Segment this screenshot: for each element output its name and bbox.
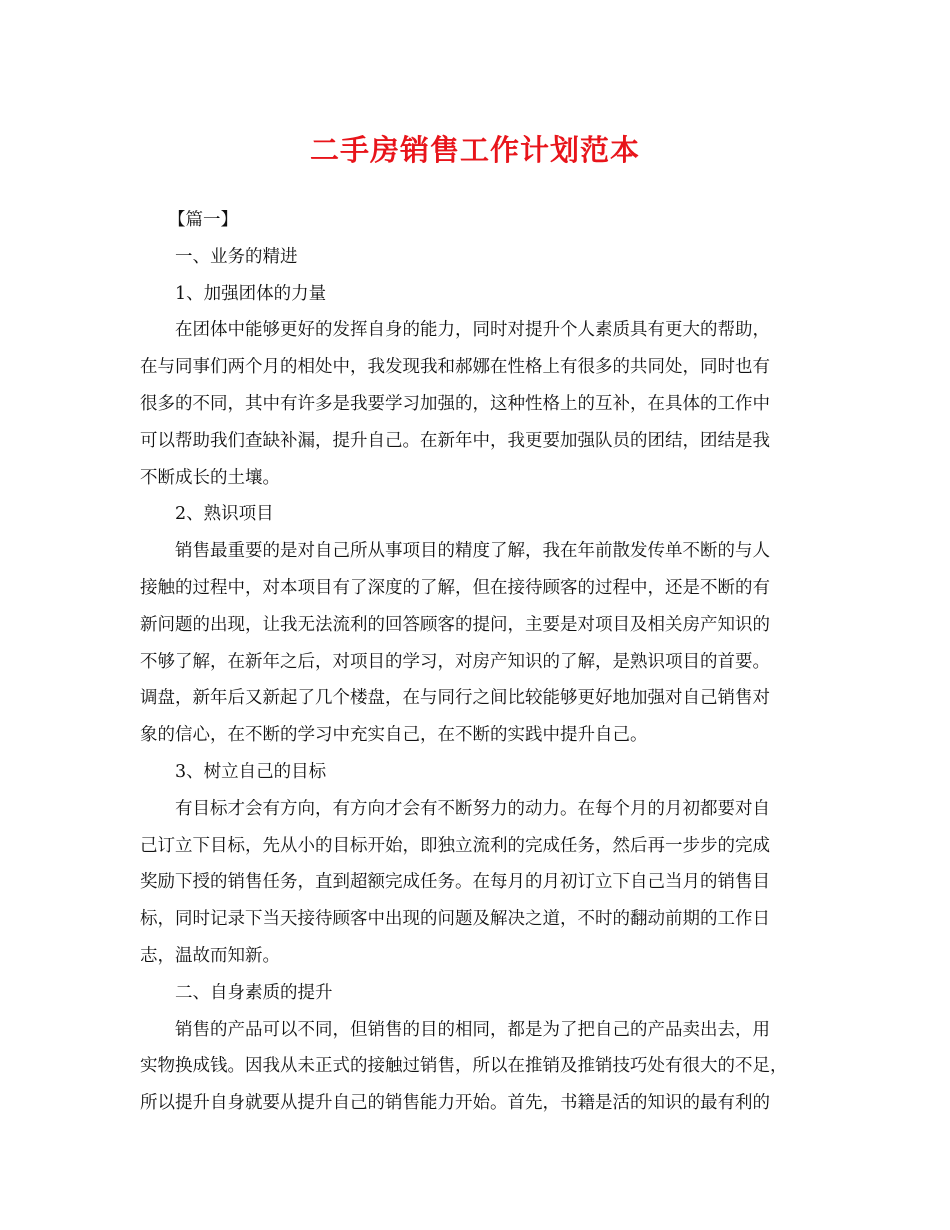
- section-heading: 二、自身素质的提升: [175, 982, 333, 1003]
- paragraph-line: 所以提升自身就要从提升自己的销售能力开始。首先，书籍是活的知识的最有利的: [140, 1093, 770, 1114]
- paragraph-line: 有目标才会有方向，有方向才会有不断努力的动力。在每个月的月初都要对自: [175, 798, 770, 819]
- document-body: [140, 202, 810, 1122]
- paragraph: [140, 312, 810, 496]
- paragraph-line: 调盘，新年后又新起了几个楼盘，在与同行之间比较能够更好地加强对自己销售对: [140, 688, 770, 709]
- paragraph: [140, 1012, 810, 1122]
- paragraph-line: 不够了解，在新年之后，对项目的学习，对房产知识的了解，是熟识项目的首要。: [140, 651, 770, 672]
- section-heading: 2、熟识项目: [175, 504, 274, 525]
- paragraph-line: 很多的不同，其中有许多是我要学习加强的，这种性格上的互补，在具体的工作中: [140, 393, 770, 414]
- section-heading: 1、加强团体的力量: [175, 283, 327, 304]
- paragraph-line: 标，同时记录下当天接待顾客中出现的问题及解决之道，不时的翻动前期的工作日: [140, 909, 770, 930]
- document-title: 二手房销售工作计划范本: [309, 133, 640, 167]
- section-heading: 一、业务的精进: [175, 246, 298, 267]
- paragraph-line: 象的信心，在不断的学习中充实自己，在不断的实践中提升自己。: [140, 725, 648, 746]
- paragraph-line: 可以帮助我们查缺补漏，提升自己。在新年中，我更要加强队员的团结，团结是我: [140, 430, 770, 451]
- paragraph: [140, 533, 810, 754]
- paragraph-line: 新问题的出现，让我无法流利的回答顾客的提问，主要是对项目及相关房产知识的: [140, 614, 770, 635]
- paragraph-line: 实物换成钱。因我从未正式的接触过销售，所以在推销及推销技巧处有很大的不足，: [140, 1056, 788, 1077]
- section-tag: 【篇一】: [168, 210, 238, 230]
- paragraph-line: 在与同事们两个月的相处中，我发现我和郝娜在性格上有很多的共同处，同时也有: [140, 357, 770, 378]
- paragraph-line: 接触的过程中，对本项目有了深度的了解，但在接待顾客的过程中，还是不断的有: [140, 577, 770, 598]
- paragraph-line: 奖励下授的销售任务，直到超额完成任务。在每月的月初订立下自己当月的销售目: [140, 872, 770, 893]
- paragraph-line: 志，温故而知新。: [140, 945, 280, 966]
- paragraph-line: 己订立下目标，先从小的目标开始，即独立流利的完成任务，然后再一步步的完成: [140, 835, 770, 856]
- section-heading: 3、树立自己的目标: [175, 761, 327, 782]
- paragraph: [140, 791, 810, 975]
- paragraph-line: 不断成长的土壤。: [140, 467, 280, 488]
- paragraph-line: 在团体中能够更好的发挥自身的能力，同时对提升个人素质具有更大的帮助，: [175, 320, 770, 341]
- paragraph-line: 销售的产品可以不同，但销售的目的相同，都是为了把自己的产品卖出去，用: [175, 1019, 770, 1040]
- paragraph-line: 销售最重要的是对自己所从事项目的精度了解，我在年前散发传单不断的与人: [175, 541, 770, 562]
